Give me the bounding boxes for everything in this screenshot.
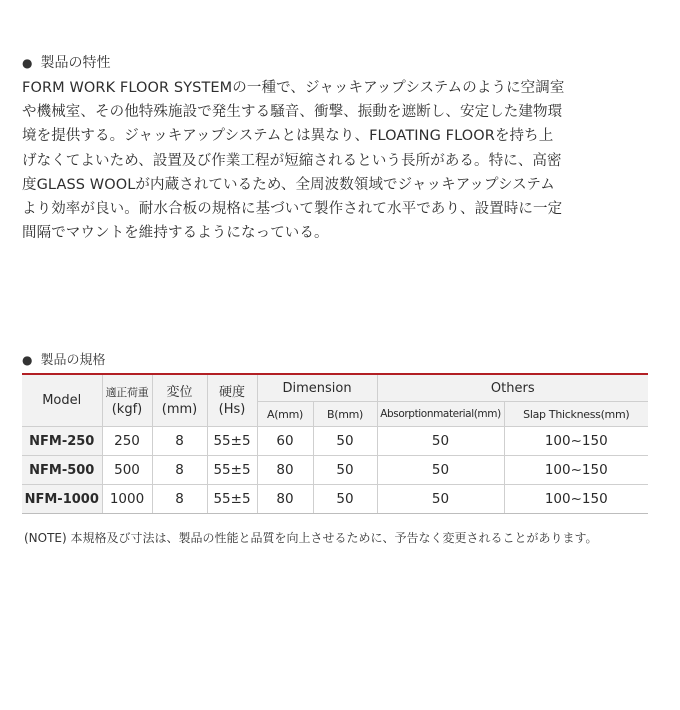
cell-load: 250: [102, 427, 152, 456]
table-row: [22, 456, 648, 485]
cell-model: NFM-250: [22, 427, 102, 456]
cell-dim-b: 50: [313, 427, 377, 456]
cell-absorption: 50: [377, 427, 504, 456]
cell-absorption: 50: [377, 456, 504, 485]
paragraph-line: FORM WORK FLOOR SYSTEMの一種で、ジャッキアップシステムのように空調室: [22, 80, 565, 96]
load-unit: (kgf): [111, 401, 143, 417]
col-header-displacement: [152, 374, 207, 427]
col-header-load: [102, 374, 152, 427]
hardness-label: 硬度: [218, 384, 245, 400]
cell-load: 500: [102, 456, 152, 485]
bullet-icon: ●: [22, 56, 33, 70]
paragraph-line: 境を提供する。ジャッキアップシステムとは異なり、FLOATING FLOORを持ち上: [22, 128, 554, 145]
features-heading-text: 製品の特性: [40, 55, 111, 71]
paragraph-line: や機械室、その他特殊施設で発生する騒音、衝撃、振動を遮断し、安定した建物環: [22, 104, 563, 121]
paragraph-line: 間隔でマウントを維持するようになっている。: [22, 225, 329, 242]
cell-dim-a: 80: [257, 456, 313, 485]
specs-heading: [22, 349, 106, 368]
cell-dim-b: 50: [313, 456, 377, 485]
cell-dim-a: 60: [257, 427, 313, 456]
col-header-slap: Slap Thickness(mm): [504, 402, 648, 427]
paragraph-line: げなくてよいため、設置及び作業工程が短縮されるという長所がある。特に、高密: [22, 152, 562, 169]
cell-absorption: 50: [377, 485, 504, 514]
paragraph-line: より効率が良い。耐水合板の規格に基づいて製作されて水平であり、設置時に一定: [22, 201, 563, 218]
displacement-unit: (mm): [161, 401, 198, 417]
table-row: [22, 427, 648, 456]
cell-model: NFM-500: [22, 456, 102, 485]
cell-load: 1000: [102, 485, 152, 514]
cell-displacement: 8: [152, 427, 207, 456]
spec-note: (NOTE) 本規格及び寸法は、製品の性能と品質を向上させるために、予告なく変更されることがあります。: [24, 531, 598, 545]
col-header-hardness: [207, 374, 257, 427]
displacement-label: 変位: [166, 384, 193, 400]
cell-hardness: 55±5: [207, 427, 257, 456]
cell-displacement: 8: [152, 456, 207, 485]
features-paragraph: [22, 76, 662, 245]
table-header-row: [22, 374, 648, 402]
bullet-icon: ●: [22, 353, 33, 367]
specs-heading-text: 製品の規格: [40, 353, 106, 368]
paragraph-line: 度GLASS WOOLが内蔵されているため、全周波数領域でジャッキアップシステム: [22, 176, 555, 193]
col-header-model: Model: [22, 374, 102, 427]
cell-hardness: 55±5: [207, 485, 257, 514]
hardness-unit: (Hs): [218, 401, 246, 417]
cell-slap: 100~150: [504, 427, 648, 456]
cell-hardness: 55±5: [207, 456, 257, 485]
cell-displacement: 8: [152, 485, 207, 514]
col-header-dimension: Dimension: [257, 374, 377, 402]
col-header-a: A(mm): [257, 402, 313, 427]
col-header-b: B(mm): [313, 402, 377, 427]
cell-slap: 100~150: [504, 485, 648, 514]
cell-model: NFM-1000: [22, 485, 102, 514]
cell-dim-a: 80: [257, 485, 313, 514]
features-heading: [22, 52, 110, 72]
cell-slap: 100~150: [504, 456, 648, 485]
col-header-others: Others: [377, 374, 648, 402]
cell-dim-b: 50: [313, 485, 377, 514]
col-header-absorption: Absorptionmaterial(mm): [377, 402, 504, 427]
spec-table: [22, 373, 648, 514]
load-label: 適正荷重: [105, 385, 149, 399]
table-row: [22, 485, 648, 514]
